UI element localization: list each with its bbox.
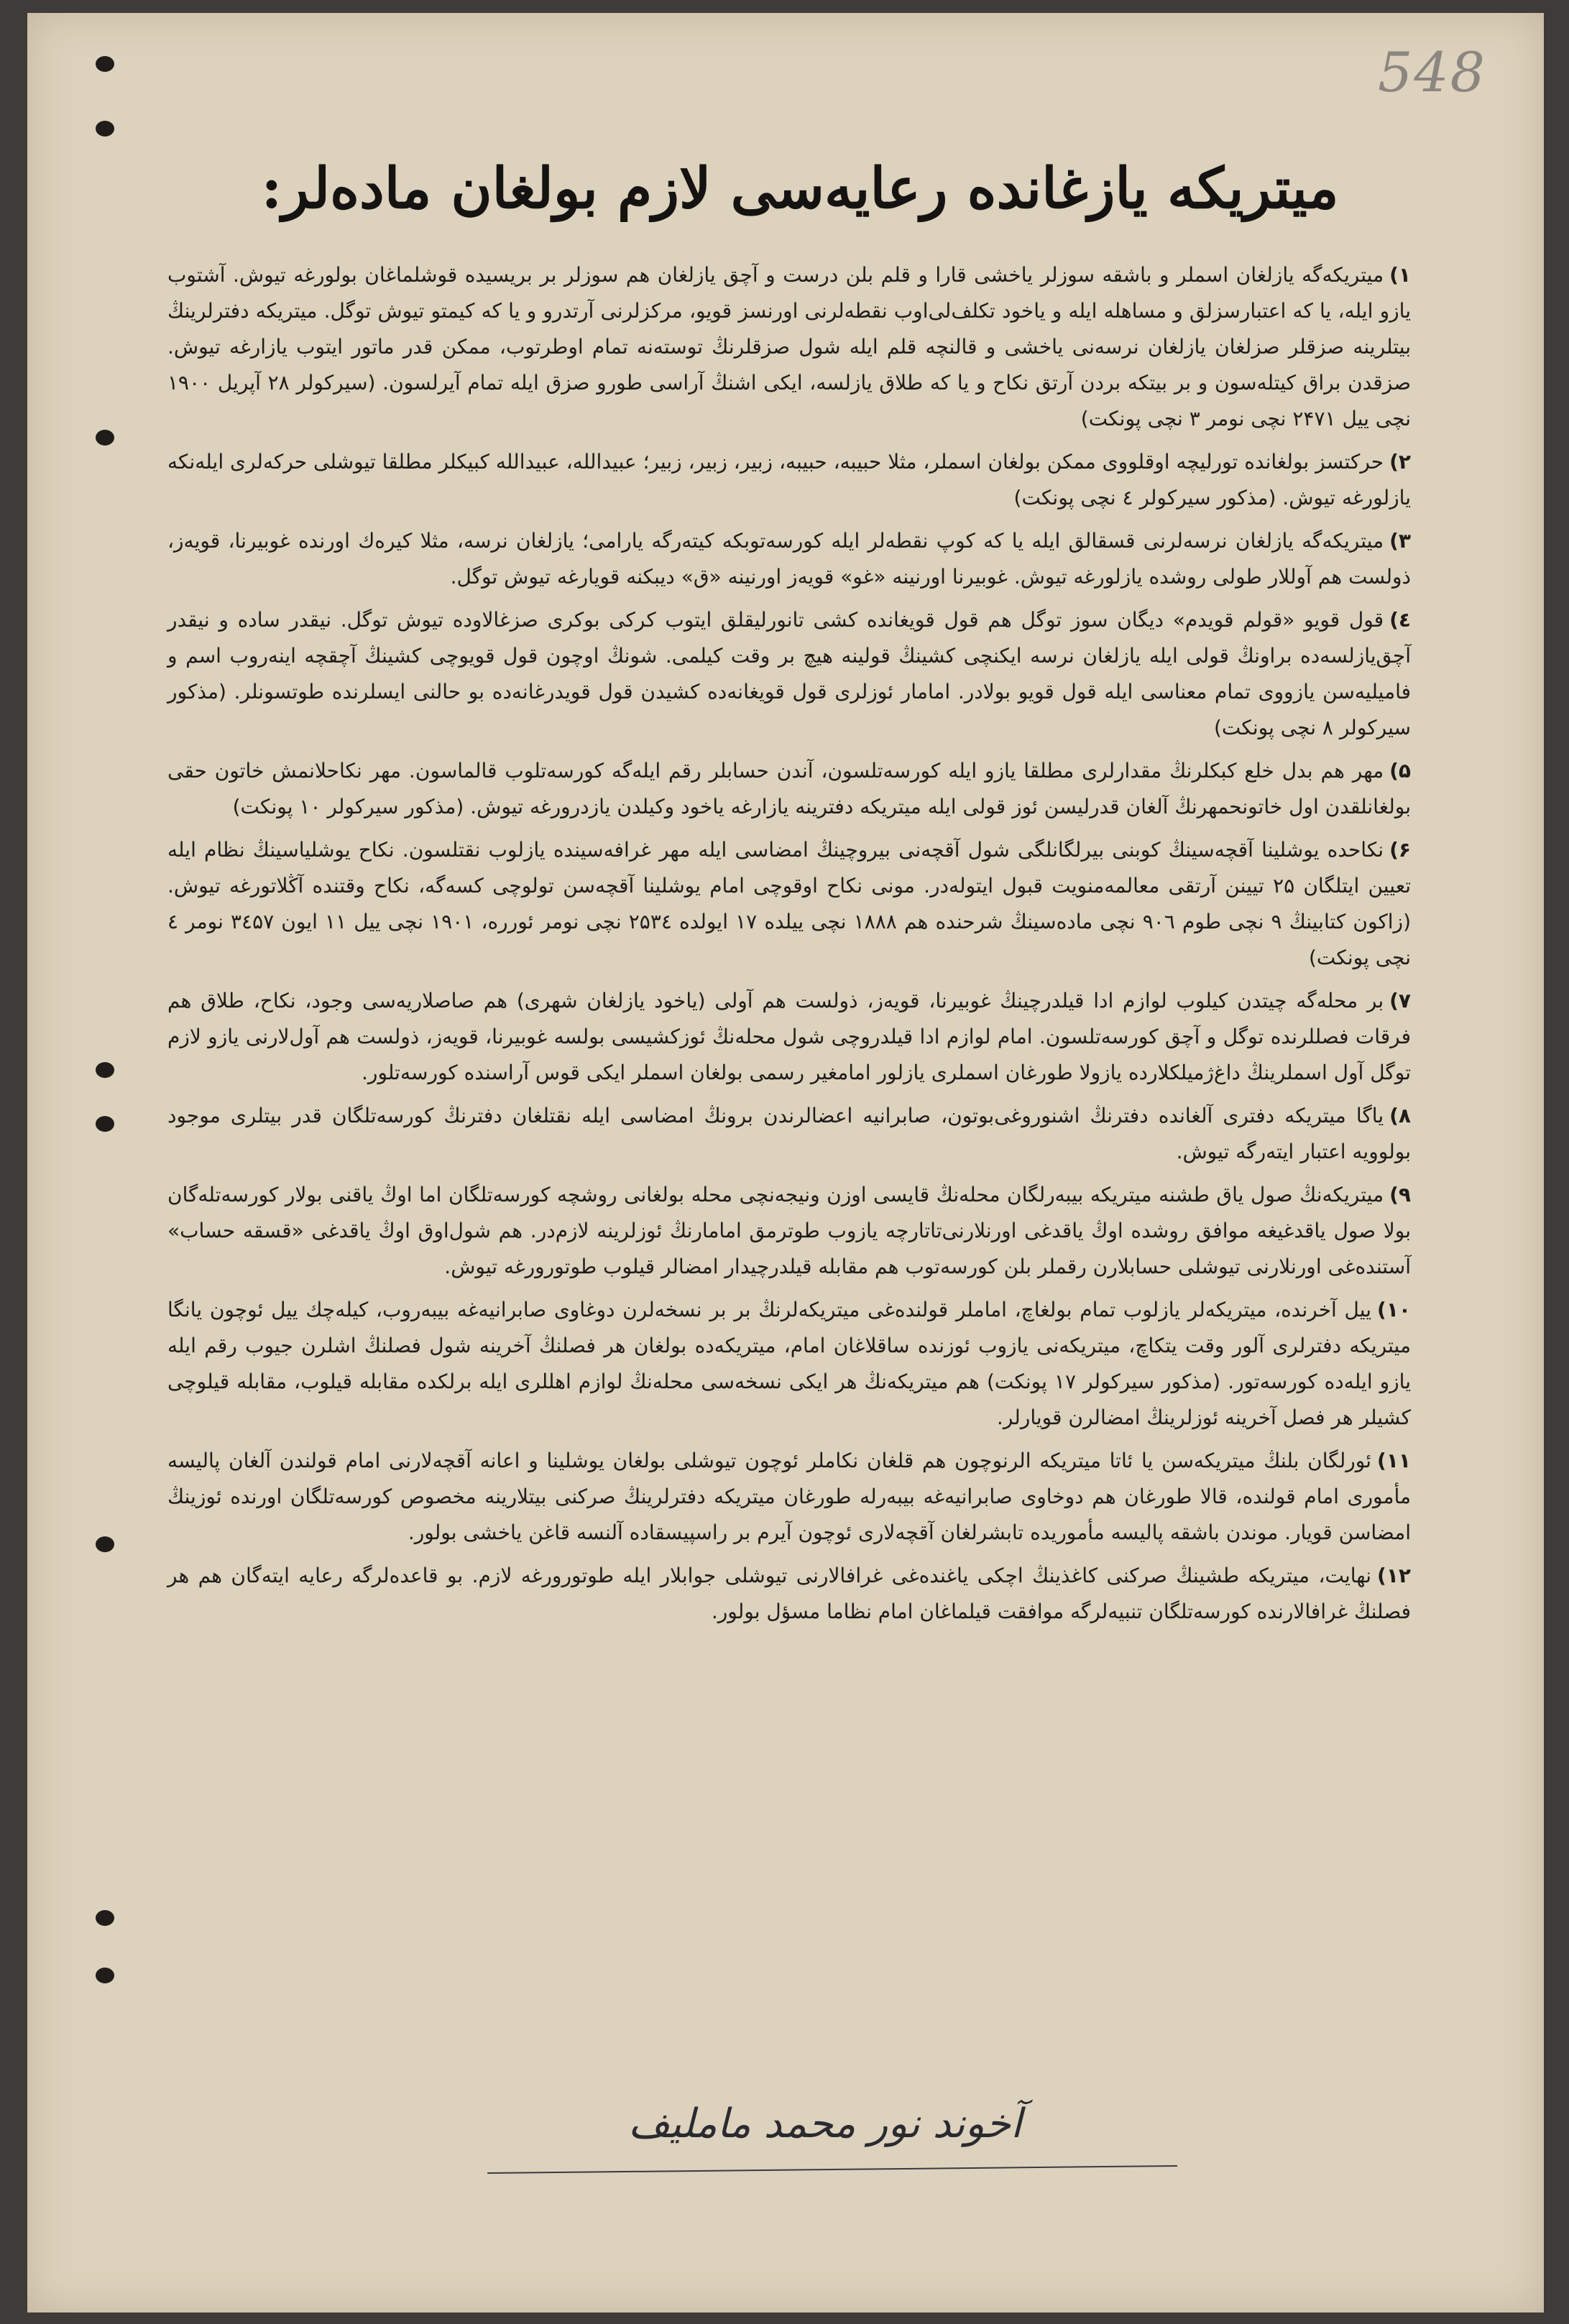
list-item (167, 832, 1411, 976)
item-number: ٤) (1389, 608, 1411, 632)
item-text: حرکتسز بولغانده تورلیچه اوقلووی ممکن بولغان اسملر، مثلا حبیبه، حبیبه، زبیر، زبیر، زبیر؛ عبیدالله، عبیدالله کبیکلر مطلقا تیوشلی حرکه‌لری ایله‌نکه یازلورغه تیوش. (مذکور سیرکولر ٤ نچی پونکت) (167, 450, 1411, 509)
item-number: ۱۱) (1377, 1449, 1411, 1472)
list-item (167, 1177, 1411, 1285)
binding-hole (96, 1062, 114, 1078)
item-text: مهر هم بدل خلع کبکلرنڭ مقدارلری مطلقا یازو ایله کورسه‌تلسون، آندن حسابلر رقم ایله‌گه کورسه‌تلوب قالماسون. مهر نکاحلانمش خاتون حقی بولغانلقدن اول خاتونحمهرنڭ آلغان قدرلیسن ئوز قولی ایله میتریکه دفترینه یازارغه یاخود وکیلدن یازدرورغه تیوش. (مذکور سیرکولر ۱۰ پونکت) (167, 759, 1411, 819)
list-item (167, 753, 1411, 825)
list-item (167, 523, 1411, 595)
document-title: میتریکه یازغانده رعایه‌سی لازم بولغان ماده‌لر: (261, 156, 1339, 221)
binding-hole (96, 1968, 114, 1983)
item-text: بر محله‌گه چیتدن کیلوب لوازم ادا قیلدرچینڭ غوبیرنا، قویه‌ز، ذولست هم آولی (یاخود یازلغان شهری) هم صاصلاریه‌سی وجود، نکاح، طلاق هم فرقات فصللرنده توگل و آچق کورسه‌تلسون. امام لوازم ادا قیلدروچی شول محله‌نڭ ئوزکشیسی بولسه غوبیرنا، قویه‌ز، ذولست هم آول‌لارنی یازو لازم توگل آول‌ اسملرینڭ داغ‌ژمیلکلارده یازولا طورغان اسملری یازلور امامغیر رسمی بولغان اسملر ایکی قوس آراسنده کورسه‌تلور. (167, 989, 1411, 1084)
document-body (167, 257, 1411, 1637)
list-item (167, 602, 1411, 746)
item-text: ئورلگان بلنڭ میتریکه‌سن یا ئاتا میتریکه الرنوچون هم قلغان نکاملر ئوچون تیوشلی بولغان یوشلینا و اعانه آقچه‌لارنی امام قولندن آلغان پالیسه مأموری امام قولنده، قالا طورغان هم دوخاوی صابرانیه‌غه بیبه‌رله طورغان میتریکه دفترلرینڭ صرکنی بیتلارینه مخصوص کورسه‌تلگان اورنده ئوزینڭ امضاسن قویار. موندن باشقه پالیسه مأموریده تابشرلغان آقچه‌لاری ئوچون آیرم بر راسپیسقاده آلنسه قاغن یاخشی بولور. (167, 1449, 1411, 1544)
item-number: ۱۰) (1377, 1298, 1411, 1322)
signature-underline (487, 2165, 1177, 2174)
document-page (27, 13, 1544, 2313)
folio-number: 548 (1377, 40, 1486, 104)
item-number: ۲) (1389, 450, 1411, 474)
item-text: میتریکه‌گه یازلغان نرسه‌لرنی قسقالق ایله یا که کوپ نقطه‌لر ایله کورسه‌توبکه کیته‌رگه یارامی؛ یازلغان نرسه، مثلا کیره‌ك اورنده غوبیرنا، قویه‌ز، ذولست هم آوللار طولی روشده یازلورغه تیوش. غوبیرنا اورنینه «غو» قویه‌ز اورنینه «ق» دیبکنه قویارغه تیوش توگل. (167, 529, 1411, 589)
binding-hole (96, 1910, 114, 1926)
item-text: یاگا میتریکه دفتری آلغانده دفترنڭ اشنوروغی‌بوتون، صابرانیه اعضالرندن برونڭ امضاسی ایله نقتلغان دفترنڭ کورسه‌تلگان قدر بیتلری موجود بولوویه اعتبار ایته‌رگه تیوش. (167, 1104, 1411, 1163)
item-number: ۸) (1389, 1104, 1411, 1128)
item-number: ۱۲) (1377, 1564, 1411, 1587)
list-item (167, 983, 1411, 1091)
list-item (167, 1443, 1411, 1551)
item-text: میتریکه‌گه یازلغان اسملر و باشقه سوزلر یاخشی قارا و قلم بلن درست و آچق یازلغان هم سوزلر بر بریسیده قوشلماغان بولورغه تیوش. آشتوب یازو ایله، یا که اعتبارسزلق و مساهله ایله و یاخود تکلف‌لی‌اوب نقطه‌لرنی اورنسز قویو، مرکزلرنی آرتدرو و یا که کیمتو تیوش توگل. میتریکه دفترلرینڭ بیتلرینه صزقلر صزلغان یازلغان نرسه‌نی یاخشی و قالنچه قلم ایله شول صزقلرنڭ توسته‌نه تمام اوطرتوب، ممکن قدر ماتور ایتوب یازارغه تیوش. صزقدن براق کیتله‌سون و بر بیتکه بردن آرتق نکاح و یا که طلاق یازلسه، ایکی اشنڭ آراسی طورو صزق ایله تمام آیرلسون. (سیرکولر ۲۸ آپریل ۱۹۰۰ نچی ییل ۲۴۷۱ نچی نومر ۳ نچی پونکت) (167, 263, 1412, 430)
item-number: ۶) (1389, 838, 1411, 862)
item-number: ۱) (1389, 263, 1411, 287)
item-text: میتریکه‌نڭ صول یاق طشنه میتریکه بیبه‌رلگان محله‌نڭ قایسی اوزن ونیجه‌نچی محله بولغانی روشچه کورسه‌تلگان اما اوڭ یاقنی بولار کورسه‌تله‌گان بولا صول یاقدغیغه موافق روشده اوڭ یاقدغی اورنلارنی‌تاتارچه یازوب طوترمق امامارنڭ ئوزلرینه لازم‌در. هم شول‌اوق اوڭ یاقدغی «قسقه حساب» آستنده‌غی اورنلارنی تیوشلی حسابلارن رقملر بلن کورسه‌توب هم مقابله قیلدرچیدار امضالر قیلوب طوتورورغه تیوش. (167, 1183, 1411, 1278)
item-number: ۳) (1389, 529, 1411, 553)
binding-hole (96, 56, 114, 72)
item-number: ۵) (1389, 759, 1411, 783)
binding-hole (96, 121, 114, 137)
list-item (167, 1098, 1411, 1170)
list-item (167, 257, 1411, 437)
list-item (167, 444, 1411, 516)
binding-hole (96, 1536, 114, 1552)
item-text: قول قویو «قولم قویدم» دیگان سوز توگل هم قول قویغانده کشی تانورلیقلق ایتوب کرکی بوکری صزغالاوده تیوش توگل. نیقدر ساده و نیقدر آچق‌یازلسه‌ده براونڭ قولی ایله یازلغان نرسه ایکنچی کشینڭ قولینه هیچ بر وقت کیلمی. شونڭ اوچون قول قویوچی کشینڭ آچقچه اینه‌روب اسم و فامیلیه‌سن یازووی تمام معناسی ایله قول قویو بولادر. امامار ئوزلری قول قویغانه‌ده کشیدن قول قویدرغانه‌ده بو حالنی ایسلرنده طوتسونلر. (مذکور سیرکولر ۸ نچی پونکت) (167, 608, 1411, 739)
signature: آخوند نور محمد ماملیف (628, 2101, 1022, 2147)
item-text: نکاحده یوشلینا آقچه‌سینڭ کوبنی بیرلگانلگی شول آقچه‌نی بیروچینڭ امضاسی ایله مهر غرافه‌سینده یازلوب نقتلسون. نکاح یوشلیاسینڭ نظام ایله تعیین ایتلگان ۲۵ تیینن آرتقی معالمه‌منویت قبول ایتوله‌در. مونی نکاح اوقوچی امام یوشلینا آقچه‌سن تولوچی کسه‌گه، نکاح وقتنده آڭلاتورغه تیوش. (زاکون کتابینڭ ۹ نچی طوم ۹۰٦ نچی ماده‌سینڭ شرحنده هم ۱۸۸۸ نچی ییلده ۱۷ ایولده ۲۵۳٤ نچی نومر ئورره، ۱۹۰۱ نچی ییل ۱۱ ایون ۳٤۵۷ نومر ٤ نچی پونکت) (167, 838, 1411, 969)
item-number: ۷) (1389, 989, 1411, 1013)
list-item (167, 1558, 1411, 1630)
item-text: نهایت، میتریکه طشینڭ صرکنی کاغذینڭ اچکی یاغنده‌غی غرافالارنی تیوشلی جوابلار ایله طوتورورغه لازم. بو قاعده‌لرگه رعایه ایته‌گان هم هر فصلنڭ غرافالارنده کورسه‌تلگان تنبیه‌لرگه موافقت قیلماغان امام نظاما مسؤل بولور. (167, 1564, 1411, 1623)
list-item (167, 1292, 1411, 1436)
item-number: ۹) (1389, 1183, 1411, 1207)
binding-hole (96, 1116, 114, 1132)
binding-hole (96, 430, 114, 446)
item-text: ییل آخرنده، میتریکه‌لر یازلوب تمام بولغاچ، اماملر قولنده‌غی میتریکه‌لرنڭ بر بر نسخه‌لرن دوغاوی صابرانیه‌غه بیبه‌روب، کیله‌چك ییل ئوچون یانگا میتریکه دفترلری آلور وقت یتکاچ، میتریکه‌نی یازوب ئوزنده ساقلاغان امام، میتریکه‌ده بولغان هر فصلنڭ آخرینه شول فصلنڭ اشلرن جیوب رقم ایله یازو ایله‌ده کورسه‌تور. (مذکور سیرکولر ۱۷ پونکت) هم میتریکه‌نڭ هر ایکی نسخه‌سی محله‌نڭ لوازم اهللری ایله برلکده مقابله قیلوب، مقابله قیلوچی کشیلر هر فصل آخرینه ئوزلرینڭ امضالرن قویارلر. (167, 1298, 1411, 1429)
